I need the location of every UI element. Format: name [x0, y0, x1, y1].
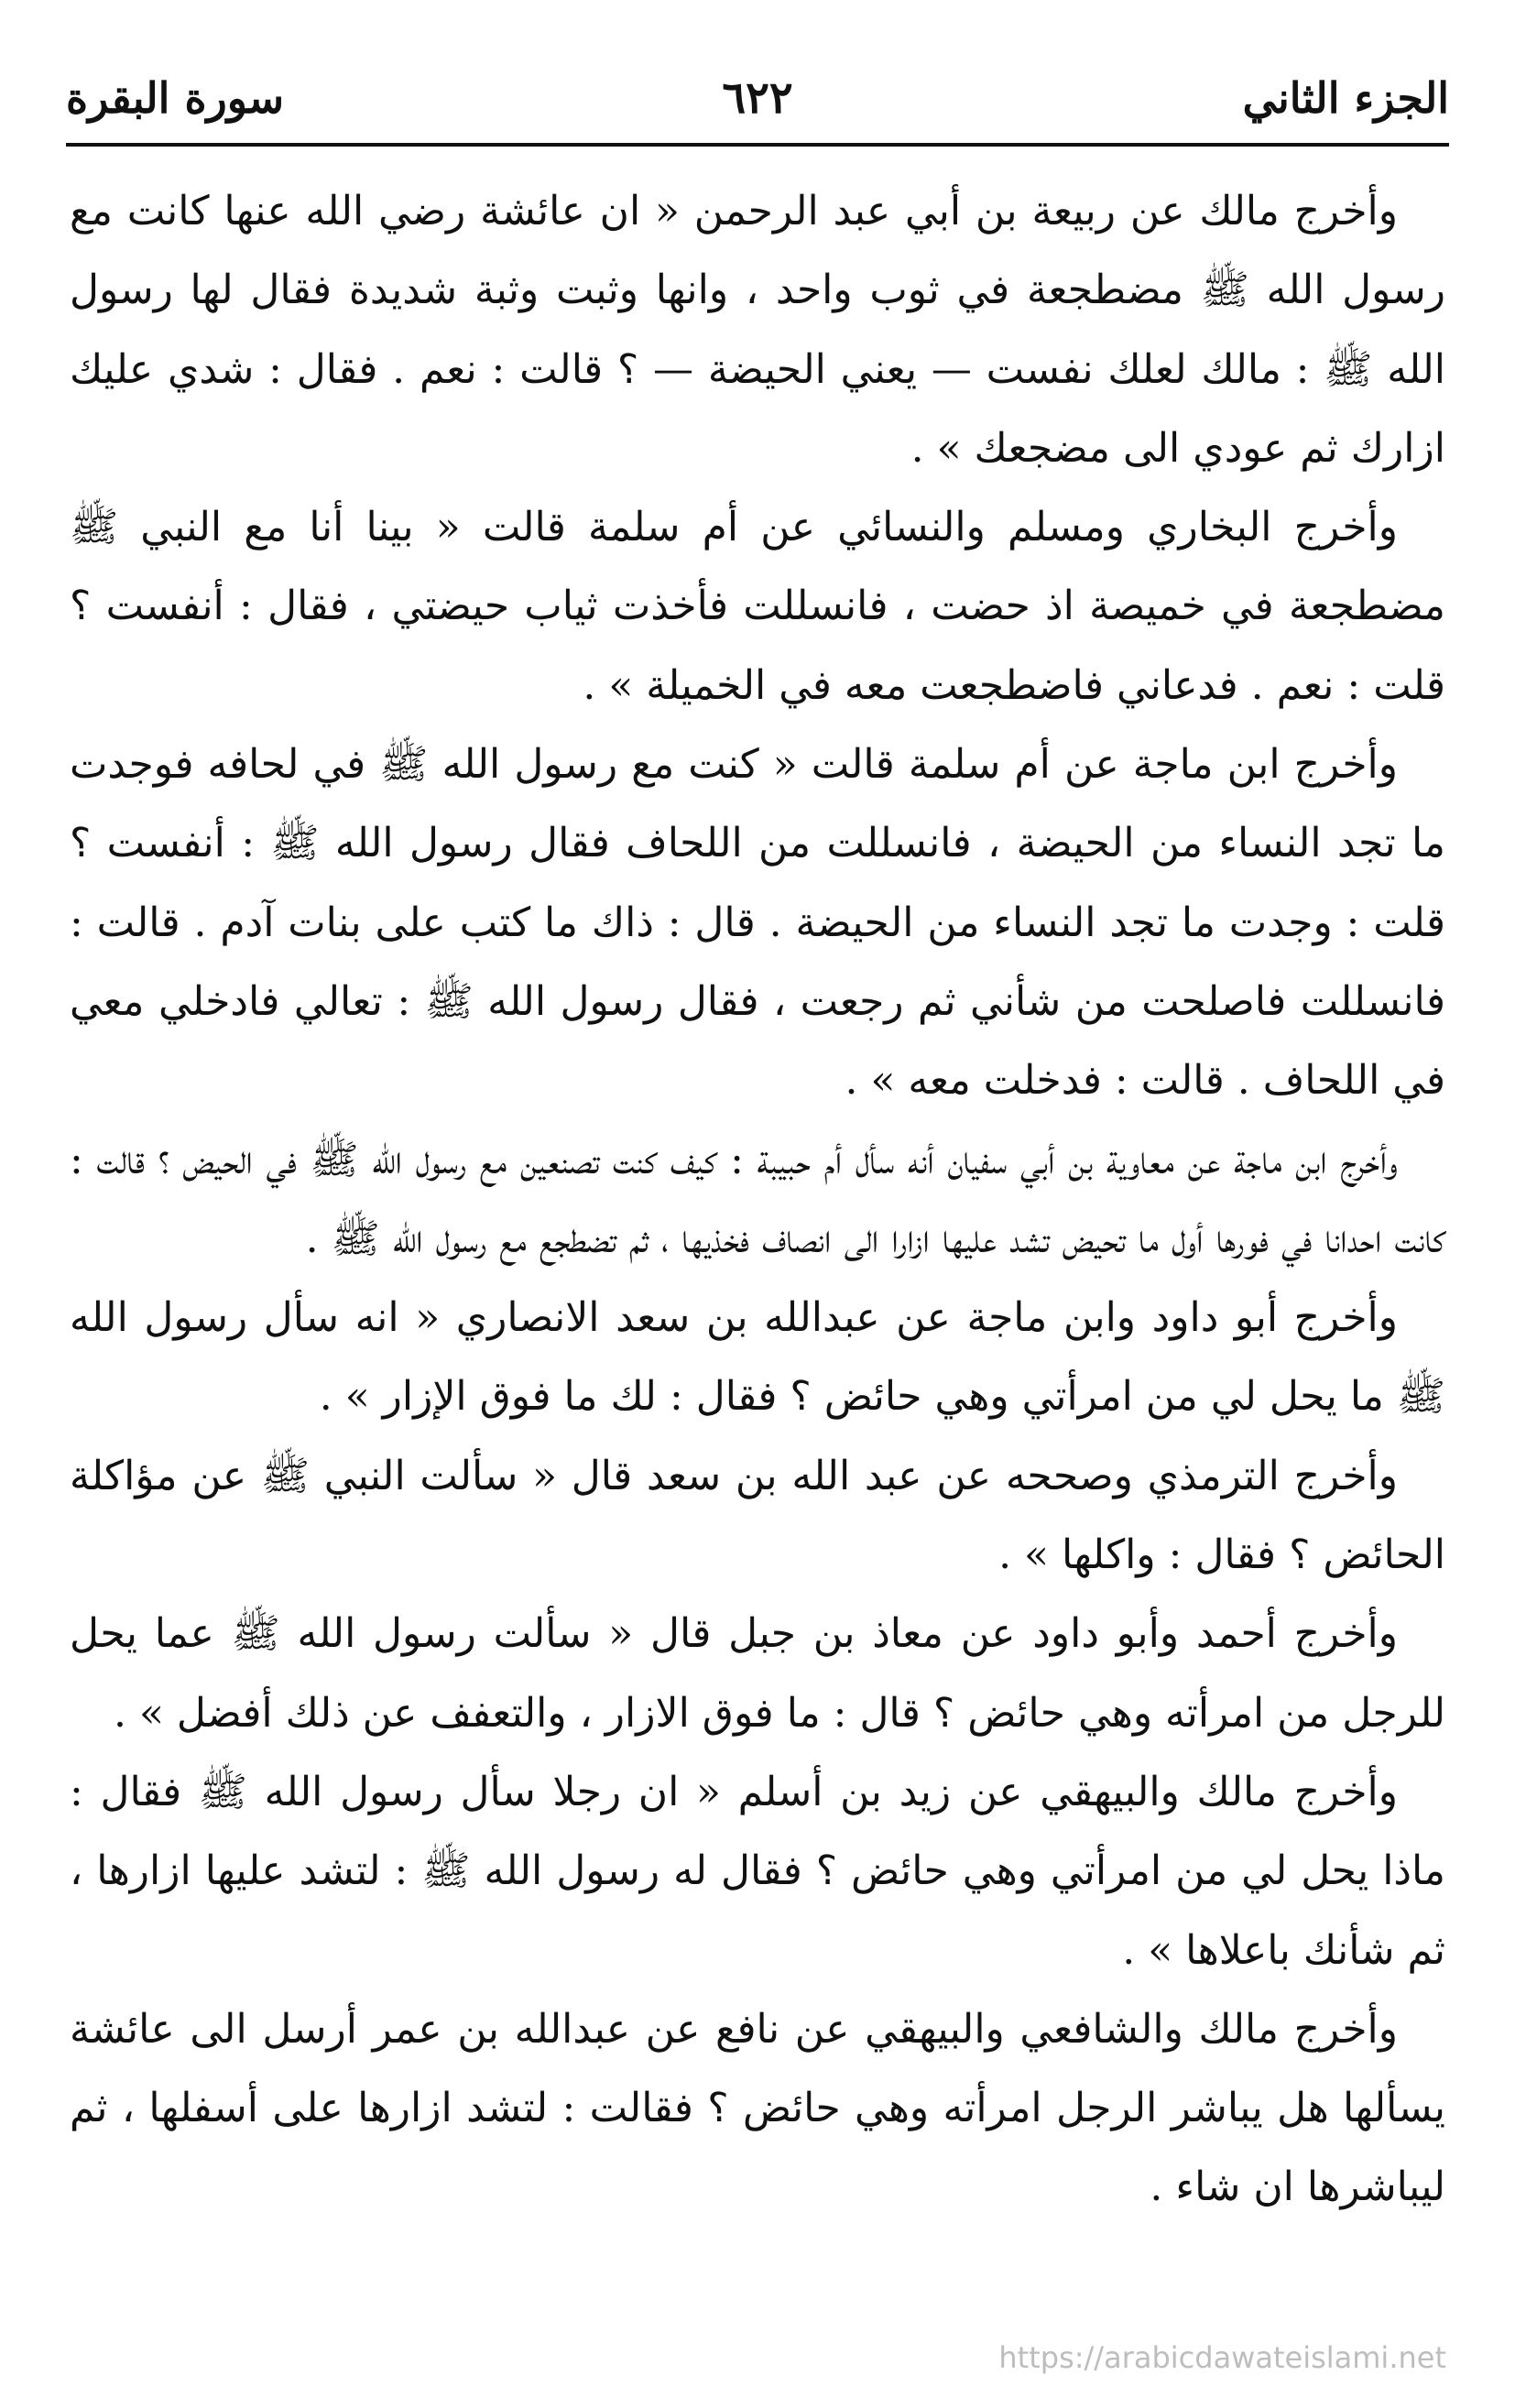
page-number: ٦٢٢	[722, 72, 793, 124]
paragraph: وأخرج مالك والشافعي والبيهقي عن نافع عن عبدالله بن عمر أرسل الى عائشة يسألها هل يباشر الرجل امرأته وهي حائض ؟ فقالت : لتشد ازارها على أسفلها ، ثم ليباشرها ان شاء .	[70, 2005, 1445, 2211]
paragraph: وأخرج مالك والبيهقي عن زيد بن أسلم « ان رجلا سأل رسول الله ﷺ فقال : ماذا يحل لي من امرأتي وهي حائض ؟ فقال له رسول الله ﷺ : لتشد عليها ازارها ، ثم شأنك باعلاها » .	[70, 1768, 1445, 1974]
surah-label: سورة البقرة	[66, 73, 285, 123]
paragraph: وأخرج ابن ماجة عن أم سلمة قالت « كنت مع رسول الله ﷺ في لحافه فوجدت ما تجد النساء من الحيضة ، فانسللت من اللحاف فقال رسول الله ﷺ : أنفست ؟ قلت : وجدت ما تجد النساء من الحيضة . قال : ذاك ما كتب على بنات آدم . قالت : فانسللت فاصلحت من شأني ثم رجعت ، فقال رسول الله ﷺ : تعالي فادخلي معي في اللحاف . قالت : فدخلت معه » .	[70, 741, 1445, 1105]
paragraph: وأخرج البخاري ومسلم والنسائي عن أم سلمة قالت « بينا أنا مع النبي ﷺ مضطجعة في خميصة اذ حضت ، فانسللت فأخذت ثياب حيضتي ، فقال : أنفست ؟ قلت : نعم . فدعاني فاضطجعت معه في الخميلة » .	[70, 504, 1445, 709]
paragraph: وأخرج الترمذي وصححه عن عبد الله بن سعد قال « سألت النبي ﷺ عن مؤاكلة الحائض ؟ فقال : واكلها » .	[70, 1452, 1445, 1579]
page-body	[70, 172, 1445, 2228]
source-watermark: https://arabicdawateislami.net	[998, 2340, 1446, 2375]
header-rule	[66, 143, 1449, 147]
volume-label: الجزء الثاني	[1242, 73, 1449, 123]
paragraph: وأخرج مالك عن ربيعة بن أبي عبد الرحمن « ان عائشة رضي الله عنها كانت مع رسول الله ﷺ مضطجعة في ثوب واحد ، وانها وثبت وثبة شديدة فقال لها رسول الله ﷺ : مالك لعلك نفست — يعني الحيضة — ؟ قالت : نعم . فقال : شدي عليك ازارك ثم عودي الى مضجعك » .	[70, 188, 1445, 472]
page-header	[66, 57, 1449, 139]
paragraph: وأخرج أحمد وأبو داود عن معاذ بن جبل قال « سألت رسول الله ﷺ عما يحل للرجل من امرأته وهي حائض ؟ قال : ما فوق الازار ، والتعفف عن ذلك أفضل » .	[70, 1610, 1445, 1737]
paragraph: وأخرج أبو داود وابن ماجة عن عبدالله بن سعد الانصاري « انه سأل رسول الله ﷺ ما يحل لي من امرأتي وهي حائض ؟ فقال : لك ما فوق الإزار » .	[70, 1294, 1445, 1421]
paragraph: وأخرج ابن ماجة عن معاوية بن أبي سفيان أنه سأل أم حبيبة : كيف كنت تصنعين مع رسول الله ﷺ في الحيض ؟ قالت : كانت احدانا في فورها أول ما تحيض تشد عليها ازارا الى انصاف فخذيها ، ثم تضطجع مع رسول الله ﷺ .	[70, 1136, 1445, 1262]
